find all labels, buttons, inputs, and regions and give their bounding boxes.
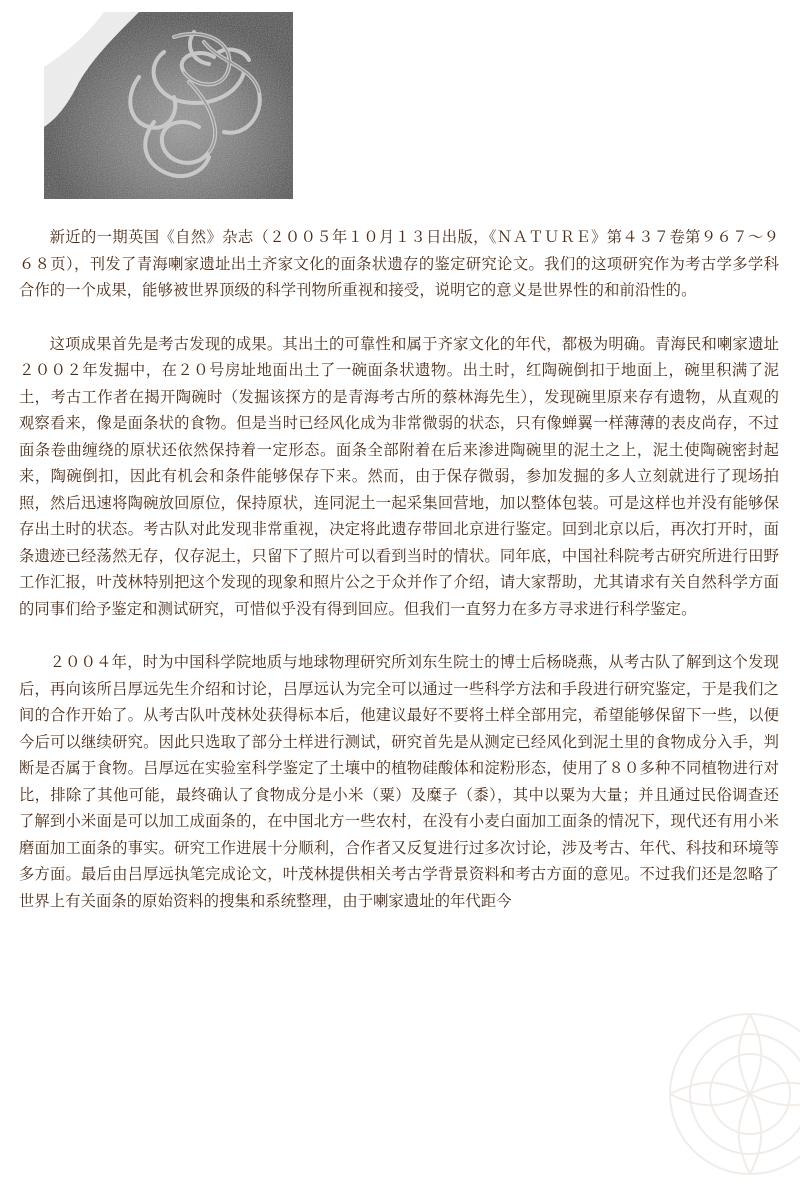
paragraph-scientific-analysis: ２００４年，时为中国科学院地质与地球物理研究所刘东生院士的博士后杨晓燕，从考古队了解到这个发现后，再向该所吕厚远先生介绍和讨论，吕厚远认为完全可以通过一些科学方法和手段进行研究鉴定，于是我们之间的合作开始了。从考古队叶茂林处获得标本后，他建议最好不要将土样全部用完，希望能够保留下一些，以便今后可以继续研究。因此只选取了部分土样进行测试，研究首先是从测定已经风化到泥土里的食物成分入手，判断是否属于食物。吕厚远在实验室科学鉴定了土壤中的植物硅酸体和淀粉形态，使用了８０多种不同植物进行对比，排除了其他可能，最终确认了食物成分是小米（粟）及糜子（黍），其中以粟为大量；并且通过民俗调查还了解到小米面是可以加工成面条的，在中国北方一些农村，在没有小麦白面加工面条的情况下，现代还有用小米磨面加工面条的事实。研究工作进展十分顺利，合作者又反复进行过多次讨论，涉及考古、年代、科技和环境等多方面。最后由吕厚远执笔完成论文，叶茂林提供相关考古学背景资料和考古方面的意见。不过我们还是忽略了世界上有关面条的原始资料的搜集和系统整理，由于喇家遗址的年代距今 bbox=[19, 653, 779, 910]
noodle-strands-graphic bbox=[44, 12, 293, 199]
noodle-remains-photo bbox=[44, 12, 293, 199]
paragraph-archaeological-discovery: 这项成果首先是考古发现的成果。其出土的可靠性和属于齐家文化的年代，都极为明确。青海民和喇家遗址２００２年发掘中，在２０号房址地面出土了一碗面条状遗物。出土时，红陶碗倒扣于地面上，碗里积满了泥土，考古工作者在揭开陶碗时（发掘该探方的是青海考古所的蔡林海先生），发现碗里原来存有遗物，从直观的观察看来，像是面条状的食物。但是当时已经风化成为非常微弱的状态，只有像蝉翼一样薄薄的表皮尚存，不过面条卷曲缠绕的原状还依然保持着一定形态。面条全部附着在后来渗进陶碗里的泥土之上，泥土使陶碗密封起来，陶碗倒扣，因此有机会和条件能够保存下来。然而，由于保存微弱，参加发掘的多人立刻就进行了现场拍照，然后迅速将陶碗放回原位，保持原状，连同泥土一起采集回营地，加以整体包装。可是这样也并没有能够保存出土时的状态。考古队对此发现非常重视，决定将此遗存带回北京进行鉴定。回到北京以后，再次打开时，面条遗迹已经荡然无存，仅存泥土，只留下了照片可以看到当时的情状。同年底，中国社科院考古研究所进行田野工作汇报，叶茂林特别把这个发现的现象和照片公之于众并作了介绍，请大家帮助，尤其请求有关自然科学方面的同事们给予鉴定和测试研究，可惜似乎没有得到回应。但我们一直努力在多方寻求进行科学鉴定。 bbox=[19, 334, 779, 618]
article-body bbox=[19, 224, 779, 941]
paragraph-nature-publication: 新近的一期英国《自然》杂志（２００５年１０月１３日出版，《ＮＡＴＵＲＥ》第４３７卷第９６７～９６８页），刊发了青海喇家遗址出土齐家文化的面条状遗存的鉴定研究论文。我们的这项研究作为考古学多学科合作的一个成果，能够被世界顶级的科学刊物所重视和接受，说明它的意义是世界性的和前沿性的。 bbox=[19, 228, 779, 299]
decorative-floral-ornament bbox=[655, 999, 800, 1189]
